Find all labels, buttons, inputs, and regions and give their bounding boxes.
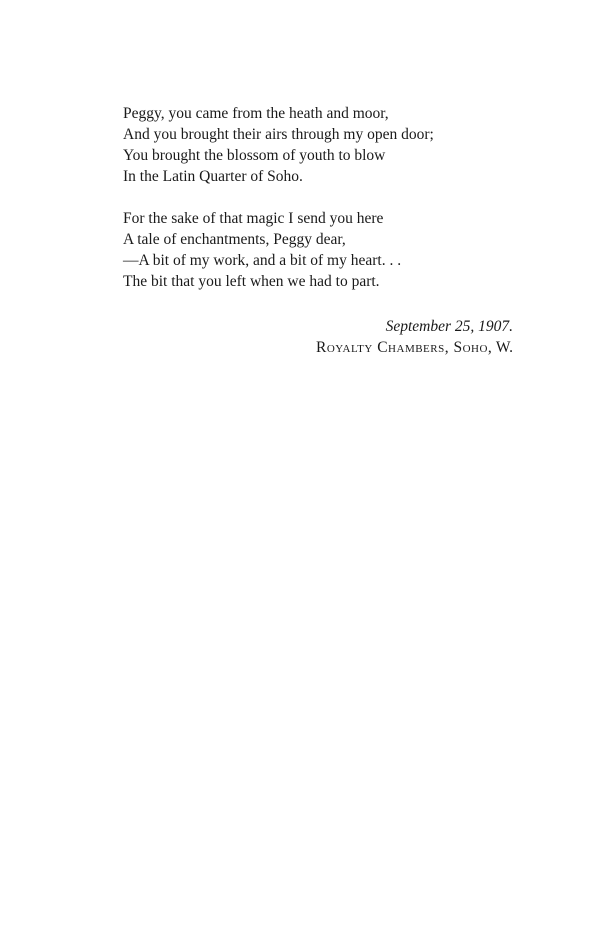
poem-stanza-1 — [123, 103, 523, 187]
poem-line: —A bit of my work, and a bit of my heart. . . — [123, 252, 402, 269]
poem-line: You brought the blossom of youth to blow — [123, 147, 386, 164]
poem-line: The bit that you left when we had to part. — [123, 273, 380, 290]
poem-line: And you brought their airs through my open door; — [123, 126, 434, 143]
dedication-signature — [316, 316, 513, 358]
poem-line: Peggy, you came from the heath and moor, — [123, 105, 389, 122]
place-name: Royalty Chambers, Soho, — [316, 339, 493, 356]
poem-line: A tale of enchantments, Peggy dear, — [123, 231, 346, 248]
poem-line: For the sake of that magic I send you here — [123, 210, 384, 227]
poem-stanza-2 — [123, 208, 523, 292]
dedication-date: September 25, 1907. — [385, 318, 513, 335]
dedication-poem — [123, 103, 523, 313]
poem-line: In the Latin Quarter of Soho. — [123, 168, 303, 185]
place-district: W. — [492, 339, 513, 356]
dedication-place — [316, 337, 513, 358]
